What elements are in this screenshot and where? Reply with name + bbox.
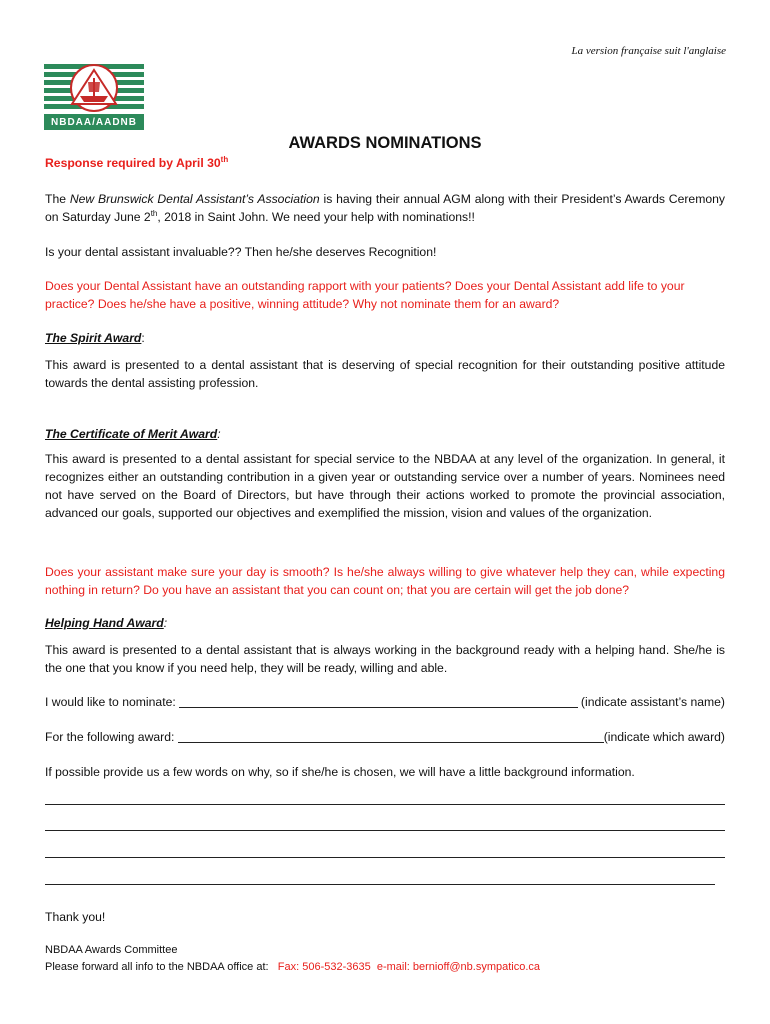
reason-line-3[interactable] — [45, 857, 725, 858]
nominate-label: I would like to nominate: — [45, 695, 180, 709]
award-field-row — [45, 728, 725, 746]
org-name: New Brunswick Dental Assistant’s Association — [69, 192, 320, 206]
spirit-heading-colon: : — [141, 331, 145, 345]
awards-committee: NBDAA Awards Committee — [45, 944, 178, 956]
forward-info-line — [45, 961, 540, 973]
award-name-blank[interactable] — [178, 729, 604, 743]
award-label: For the following award: — [45, 730, 178, 744]
red-question-paragraph: Does your Dental Assistant have an outstanding rapport with your patients? Does your Dental Assistant add life to your practice? Does he/she have a positive, winning attitude? Why not nominate them for an award? — [45, 279, 685, 311]
red-smooth-day-paragraph: Does your assistant make sure your day is smooth? Is he/she always willing to give whatever help they can, while expecting nothing in return? Do you have an assistant that you can count on; that you are certain will get the job done? — [45, 565, 725, 597]
french-version-note: La version française suit l'anglaise — [571, 45, 726, 57]
reason-line-1[interactable] — [45, 804, 725, 805]
spirit-award-heading — [45, 329, 145, 347]
deadline-text: Response required by April 30 — [45, 156, 221, 170]
reason-prompt: If possible provide us a few words on why, so if she/he is chosen, we will have a little background information. — [45, 765, 635, 779]
award-hint: (indicate which award) — [603, 730, 725, 744]
reason-line-2[interactable] — [45, 830, 725, 831]
thank-you: Thank you! — [45, 910, 106, 924]
invaluable-question: Is your dental assistant invaluable?? Then he/she deserves Recognition! — [45, 245, 437, 259]
logo-text: NBDAA/AADNB — [51, 117, 137, 128]
spirit-award-body: This award is presented to a dental assistant that is deserving of special recognition for their outstanding positive attitude towards the dental assisting profession. — [45, 358, 725, 390]
nominee-name-blank[interactable] — [179, 694, 577, 708]
nominate-hint: (indicate assistant’s name) — [577, 695, 725, 709]
nbdaa-logo — [44, 62, 144, 132]
helping-hand-body: This award is presented to a dental assistant that is always working in the background ready with a helping hand. She/he is the one that you know if you need help, they will be ready, willing and able. — [45, 643, 725, 675]
deadline-sup: th — [220, 154, 229, 164]
merit-award-heading — [45, 425, 221, 443]
merit-heading-colon: : — [217, 427, 221, 441]
intro-paragraph — [45, 190, 725, 226]
helping-heading-colon: : — [163, 616, 168, 630]
intro-sup: th — [150, 208, 158, 218]
helping-hand-heading — [45, 614, 167, 632]
merit-award-body: This award is presented to a dental assistant for special service to the NBDAA at any level of the organization. In general, it recognizes either an outstanding contribution in a given year or outstanding service over a number of years. Nominees need not have served on the Board of Directors, but have through their actions worked to promote the provincial association, advanced our goals, supported our objectives and exemplified the mission, vision and values of the organization. — [45, 452, 725, 520]
intro-pre: The — [45, 192, 70, 206]
spirit-heading-text: The Spirit Award — [45, 331, 142, 345]
intro-mid: is having their annual AGM along with their President’s Awards Ceremony on Saturday June 2 — [45, 192, 726, 224]
intro-post: , 2018 in Saint John. We need your help with nominations!! — [157, 210, 475, 224]
merit-heading-text: The Certificate of Merit Award — [45, 427, 218, 441]
helping-heading-text: Helping Hand Award — [45, 616, 164, 630]
forward-text: Please forward all info to the NBDAA office at: — [45, 961, 278, 973]
nominate-field-row — [45, 693, 725, 711]
contact-info: Fax: 506-532-3635 e-mail: bernioff@nb.sympatico.ca — [277, 961, 541, 973]
document-title: AWARDS NOMINATIONS — [288, 134, 482, 152]
reason-line-4[interactable] — [45, 884, 715, 885]
response-deadline — [45, 156, 228, 170]
